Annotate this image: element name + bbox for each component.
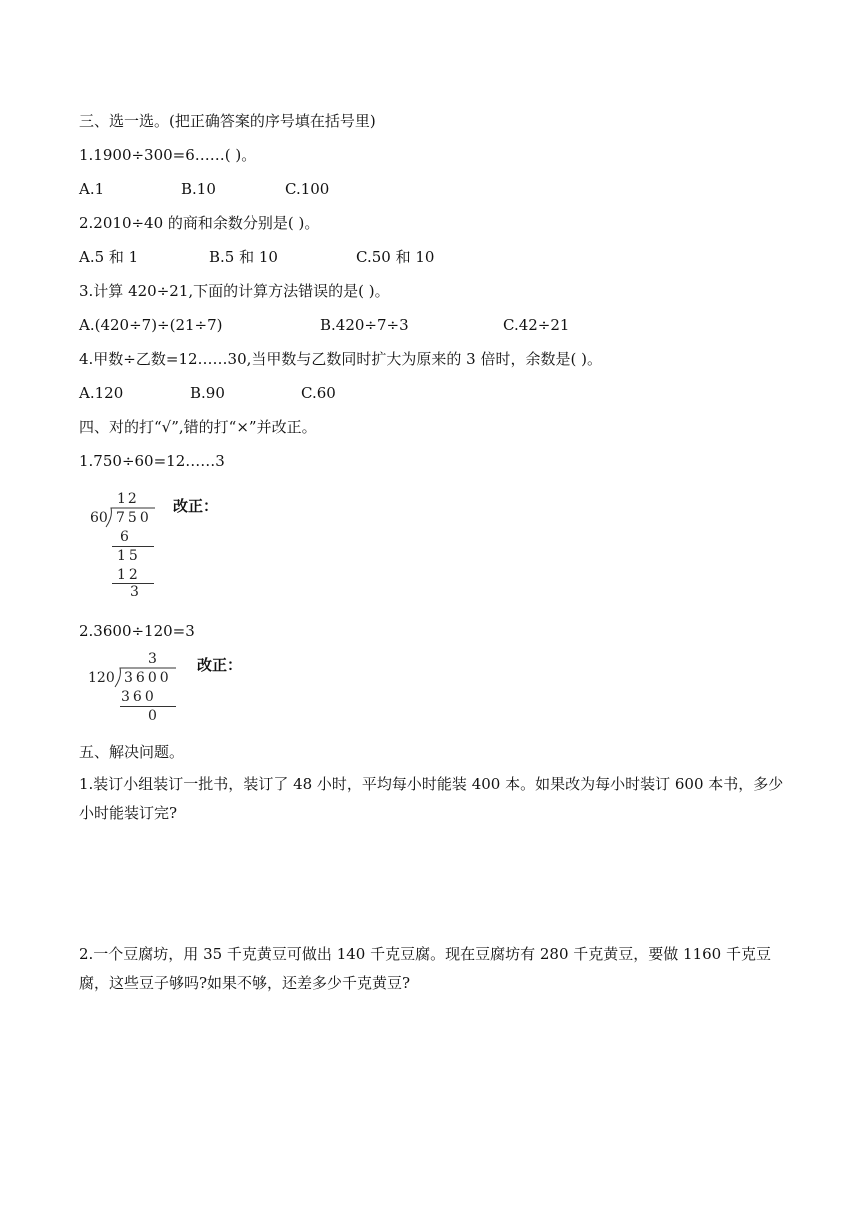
q3-option-c: C.42÷21 bbox=[503, 316, 570, 334]
q4-stem: 4.甲数÷乙数=12……30,当甲数与乙数同时扩大为原来的 3 倍时，余数是( )。 bbox=[79, 350, 602, 368]
division1-step-1: 6 bbox=[120, 529, 129, 545]
q4-option-c: C.60 bbox=[301, 384, 336, 402]
q3-option-a: A.(420÷7)÷(21÷7) bbox=[79, 316, 223, 334]
division2-step-2: 0 bbox=[148, 708, 157, 724]
problem-2: 2.一个豆腐坊，用 35 千克黄豆可做出 140 千克豆腐。现在豆腐坊有 280 千克黄豆，要做 1160 千克豆腐，这些豆子够吗?如果不够，还差多少千克黄豆? bbox=[79, 945, 771, 992]
division2-dividend: 3600 bbox=[124, 670, 172, 686]
q2-stem: 2.2010÷40 的商和余数分别是( )。 bbox=[79, 214, 320, 232]
q2-option-b: B.5 和 10 bbox=[209, 248, 278, 266]
division1-step-3: 12 bbox=[117, 567, 141, 583]
division1-dividend: 750 bbox=[116, 510, 152, 526]
division1-divisor: 60 bbox=[90, 510, 108, 526]
problem-1: 1.装订小组装订一批书，装订了 48 小时，平均每小时能装 400 本。如果改为每小时装订 600 本书，多少小时能装订完? bbox=[79, 775, 784, 822]
division1-quotient: 12 bbox=[117, 491, 139, 507]
q4-option-a: A.120 bbox=[79, 384, 124, 402]
correction-label-1: 改正： bbox=[173, 497, 219, 515]
q2-option-a: A.5 和 1 bbox=[79, 248, 139, 266]
section3-title: 三、选一选。(把正确答案的序号填在括号里) bbox=[79, 112, 376, 130]
q1-option-b: B.10 bbox=[181, 180, 216, 198]
section5-title: 五、解决问题。 bbox=[79, 743, 185, 761]
q3-option-b: B.420÷7÷3 bbox=[320, 316, 409, 334]
correction-label-2: 改正： bbox=[197, 656, 243, 674]
judge1-stem: 1.750÷60=12……3 bbox=[79, 452, 225, 470]
division2-quotient: 3 bbox=[148, 651, 157, 667]
q1-option-a: A.1 bbox=[79, 180, 105, 198]
q1-option-c: C.100 bbox=[285, 180, 330, 198]
division1-step-2: 15 bbox=[117, 548, 141, 564]
division2-bracket bbox=[114, 667, 178, 689]
division2-divisor: 120 bbox=[88, 670, 115, 686]
division1-bracket bbox=[105, 507, 157, 529]
judge2-stem: 2.3600÷120=3 bbox=[79, 622, 195, 640]
section4-title: 四、对的打“√”,错的打“×”并改正。 bbox=[79, 418, 317, 436]
q1-stem: 1.1900÷300=6……( )。 bbox=[79, 146, 257, 164]
division2-step-1: 360 bbox=[121, 689, 157, 705]
q4-option-b: B.90 bbox=[190, 384, 225, 402]
division2-rule-1 bbox=[120, 706, 176, 707]
division1-rule-2 bbox=[112, 583, 154, 584]
division1-rule-1 bbox=[112, 546, 154, 547]
division1-step-4: 3 bbox=[130, 584, 139, 600]
q3-stem: 3.计算 420÷21,下面的计算方法错误的是( )。 bbox=[79, 282, 390, 300]
q2-option-c: C.50 和 10 bbox=[356, 248, 435, 266]
